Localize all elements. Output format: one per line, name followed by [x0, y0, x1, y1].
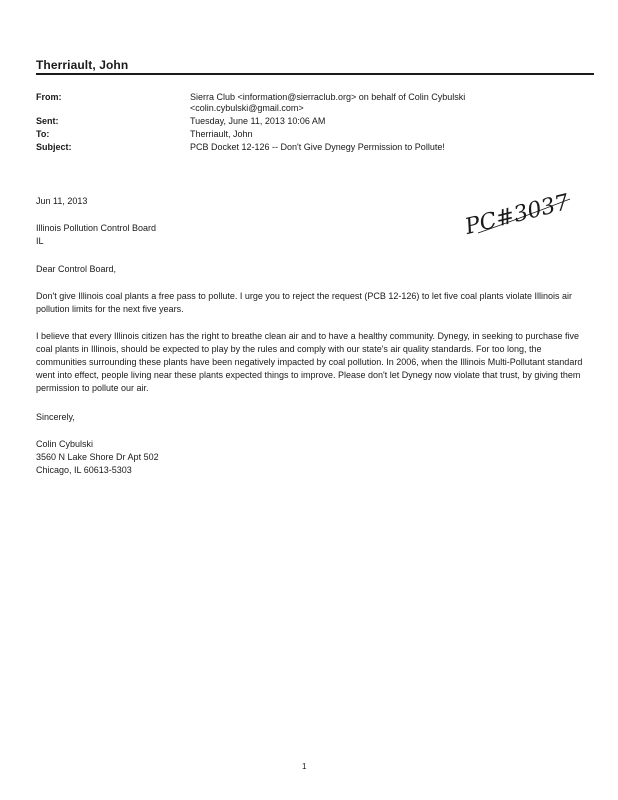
- letter-date: Jun 11, 2013: [36, 196, 88, 206]
- signature-address-line2: Chicago, IL 60613-5303: [36, 465, 132, 475]
- from-value-line1: Sierra Club <information@sierraclub.org> on behalf of Colin Cybulski: [190, 92, 466, 102]
- signature-name: Colin Cybulski: [36, 439, 94, 449]
- salutation: Dear Control Board,: [36, 264, 117, 274]
- signature-address-line1: 3560 N Lake Shore Dr Apt 502: [36, 452, 159, 462]
- subject-label: Subject:: [36, 142, 72, 152]
- recipient-line1: Illinois Pollution Control Board: [36, 223, 157, 233]
- to-value: Therriault, John: [190, 129, 253, 139]
- sent-value: Tuesday, June 11, 2013 10:06 AM: [190, 116, 326, 126]
- paragraph-1: Don't give Illinois coal plants a free pass to pollute. I urge you to reject the request (PCB 12-126) to let five coal plants violate Illinois air pollution limits for the next five years.: [36, 291, 573, 314]
- sender-name: Therriault, John: [36, 58, 129, 72]
- handwritten-stamp: [458, 171, 578, 241]
- stamp-text: PC#3037: [462, 190, 572, 240]
- page-number: 1: [302, 762, 307, 771]
- from-label: From:: [36, 92, 62, 102]
- to-label: To:: [36, 129, 50, 139]
- subject-value: PCB Docket 12-126 -- Don't Give Dynegy Permission to Pollute!: [190, 142, 445, 152]
- from-value-line2: <colin.cybulski@gmail.com>: [190, 103, 304, 113]
- paragraph-2: I believe that every Illinois citizen has the right to breathe clean air and to have a healthy community. Dynegy, in seeking to purchase five coal plants in Illinois, should be expected to play by the rules and comply with our state's air quality standards. For too long, the communities surrounding these plants have been negatively impacted by coal pollution. In 2006, when the Illinois Multi-Pollutant standard went into effect, people living near these plants expected things to improve. Please don't let Dynegy now violate that trust, by giving them permission to pollute our air.: [36, 331, 583, 393]
- sent-label: Sent:: [36, 116, 59, 126]
- header-divider: [36, 73, 594, 75]
- recipient-line2: IL: [36, 236, 44, 246]
- closing: Sincerely,: [36, 412, 75, 422]
